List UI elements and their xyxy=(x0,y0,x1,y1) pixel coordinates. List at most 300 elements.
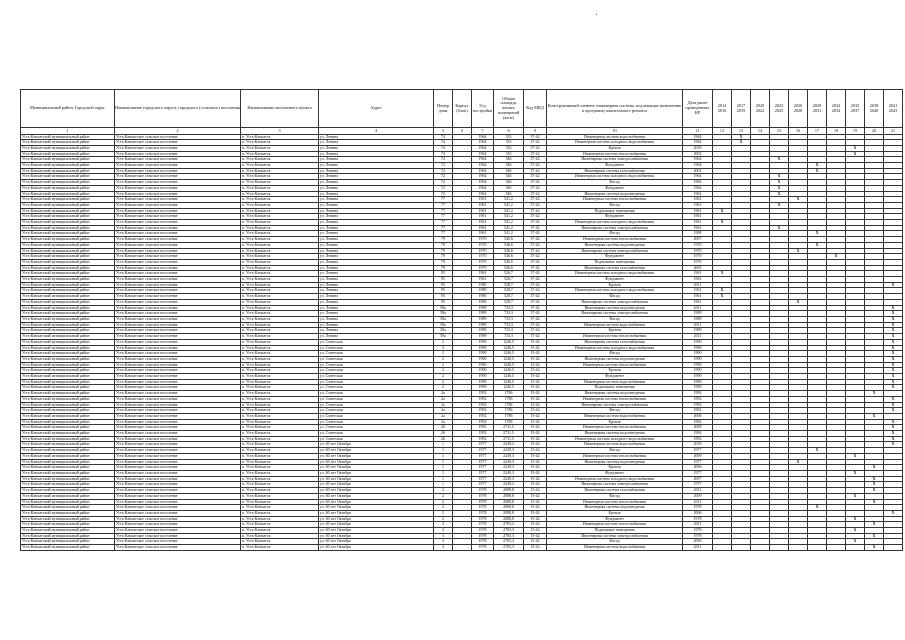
settlement-cell: Усть-Камчатское сельское поселение xyxy=(115,539,241,545)
area-cell: 546,6 xyxy=(494,265,524,271)
municipality-cell: Усть-Камчатский муниципальный район xyxy=(21,163,115,169)
period-mark-cell: X xyxy=(865,522,884,528)
year-cell: 1989 xyxy=(472,317,494,323)
period-mark-cell: X xyxy=(846,493,865,499)
period-mark-cell: X xyxy=(770,185,789,191)
year-cell: 1978 xyxy=(472,499,494,505)
house-no-cell: 26 xyxy=(434,436,453,442)
locality-cell: п. Усть-Камчатск xyxy=(241,334,319,340)
period-mark-cell xyxy=(770,545,789,551)
area-cell: 528,7 xyxy=(494,294,524,300)
year-cell: 1961 xyxy=(472,220,494,226)
period-mark-cell: X xyxy=(808,231,827,237)
year-cell: 1978 xyxy=(472,539,494,545)
street-cell: ул. 60 лет Октября xyxy=(319,499,434,505)
settlement-cell: Усть-Камчатское сельское поселение xyxy=(115,533,241,539)
municipality-cell: Усть-Камчатский муниципальный район xyxy=(21,436,115,442)
house-no-cell: 74 xyxy=(434,134,453,140)
settlement-cell: Усть-Камчатское сельское поселение xyxy=(115,448,241,454)
settlement-cell: Усть-Камчатское сельское поселение xyxy=(115,225,241,231)
mkd-code-cell: 37-42 xyxy=(524,294,547,300)
period-mark-cell xyxy=(732,545,751,551)
settlement-cell: Усть-Камчатское сельское поселение xyxy=(115,231,241,237)
locality-cell: п. Усть-Камчатск xyxy=(241,419,319,425)
street-cell: ул. Ленина xyxy=(319,202,434,208)
last-repair-cell: 1992 xyxy=(683,431,713,437)
period-mark-cell: X xyxy=(884,328,903,334)
last-repair-cell: 2010 xyxy=(683,442,713,448)
municipality-cell: Усть-Камчатский муниципальный район xyxy=(21,265,115,271)
settlement-cell: Усть-Камчатское сельское поселение xyxy=(115,499,241,505)
street-cell: ул. Ленина xyxy=(319,157,434,163)
work-type-cell: Инженерная система электроснабжения xyxy=(547,157,683,163)
street-cell: ул. 60 лет Октября xyxy=(319,465,434,471)
mkd-code-cell: 15-42 xyxy=(524,522,547,528)
settlement-cell: Усть-Камчатское сельское поселение xyxy=(115,476,241,482)
house-no-cell: 77 xyxy=(434,220,453,226)
settlement-cell: Усть-Камчатское сельское поселение xyxy=(115,419,241,425)
col-house-no: Номер дома xyxy=(434,90,453,128)
street-cell: ул. Ленина xyxy=(319,271,434,277)
mkd-code-cell: 15-42 xyxy=(524,436,547,442)
house-no-cell: 2 xyxy=(434,345,453,351)
col-number: 19 xyxy=(846,128,865,135)
municipality-cell: Усть-Камчатский муниципальный район xyxy=(21,431,115,437)
period-mark-cell: X xyxy=(884,334,903,340)
mkd-code-cell: 15-42 xyxy=(524,396,547,402)
municipality-cell: Усть-Камчатский муниципальный район xyxy=(21,214,115,220)
house-no-cell: 77 xyxy=(434,202,453,208)
house-no-cell: 58а xyxy=(434,317,453,323)
street-cell: ул. Советская xyxy=(319,345,434,351)
area-cell: 528,7 xyxy=(494,299,524,305)
period-mark-cell: X xyxy=(846,516,865,522)
year-cell: 1992 xyxy=(472,431,494,437)
period-mark-cell xyxy=(846,545,865,551)
last-repair-cell: 1977 xyxy=(683,459,713,465)
locality-cell: п. Усть-Камчатск xyxy=(241,277,319,283)
house-no-cell: 1 xyxy=(434,448,453,454)
settlement-cell: Усть-Камчатское сельское поселение xyxy=(115,145,241,151)
mkd-code-cell: 37-42 xyxy=(524,237,547,243)
work-type-cell: Инженерная система электроснабжения xyxy=(547,225,683,231)
work-type-cell: Кровля xyxy=(547,145,683,151)
mkd-code-cell: 15-42 xyxy=(524,374,547,380)
settlement-cell: Усть-Камчатское сельское поселение xyxy=(115,248,241,254)
area-cell: 1246,5 xyxy=(494,339,524,345)
period-mark-cell: X xyxy=(884,317,903,323)
street-cell: ул. Ленина xyxy=(319,231,434,237)
work-type-cell: Фундамент xyxy=(547,214,683,220)
street-cell: ул. Ленина xyxy=(319,163,434,169)
work-type-cell: Инженерная система водоотведения xyxy=(547,505,683,511)
area-cell: 2088,8 xyxy=(494,493,524,499)
municipality-cell: Усть-Камчатский муниципальный район xyxy=(21,180,115,186)
street-cell: ул. Ленина xyxy=(319,208,434,214)
settlement-cell: Усть-Камчатское сельское поселение xyxy=(115,202,241,208)
last-repair-cell: 1989 xyxy=(683,328,713,334)
settlement-cell: Усть-Камчатское сельское поселение xyxy=(115,237,241,243)
period-mark-cell xyxy=(713,545,732,551)
area-cell: 528,7 xyxy=(494,282,524,288)
area-cell: 2249,3 xyxy=(494,470,524,476)
house-no-cell: 58а xyxy=(434,311,453,317)
mkd-code-cell: 37-42 xyxy=(524,151,547,157)
area-cell: 733,3 xyxy=(494,322,524,328)
last-repair-cell: 1970 xyxy=(683,242,713,248)
period-mark-cell: X xyxy=(884,431,903,437)
area-cell: 1786 xyxy=(494,408,524,414)
area-cell: 546 xyxy=(494,163,524,169)
settlement-cell: Усть-Камчатское сельское поселение xyxy=(115,317,241,323)
municipality-cell: Усть-Камчатский муниципальный район xyxy=(21,459,115,465)
locality-cell: п. Усть-Камчатск xyxy=(241,185,319,191)
work-type-cell: Подвальные помещения xyxy=(547,208,683,214)
house-no-cell: 74 xyxy=(434,151,453,157)
street-cell: ул. 60 лет Октября xyxy=(319,470,434,476)
street-cell: ул. Ленина xyxy=(319,248,434,254)
locality-cell: п. Усть-Камчатск xyxy=(241,482,319,488)
work-type-cell: Инженерная система холодного водоснабжения xyxy=(547,288,683,294)
last-repair-cell: 2007 xyxy=(683,476,713,482)
work-type-cell: Инженерная система электроснабжения xyxy=(547,299,683,305)
period-mark-cell: X xyxy=(865,499,884,505)
settlement-cell: Усть-Камчатское сельское поселение xyxy=(115,163,241,169)
settlement-cell: Усть-Камчатское сельское поселение xyxy=(115,191,241,197)
street-cell: ул. Советская xyxy=(319,362,434,368)
locality-cell: п. Усть-Камчатск xyxy=(241,510,319,516)
locality-cell: п. Усть-Камчатск xyxy=(241,151,319,157)
mkd-code-cell: 15-42 xyxy=(524,362,547,368)
mkd-code-cell: 37-42 xyxy=(524,254,547,260)
street-cell: ул. Советская xyxy=(319,436,434,442)
year-cell: 1989 xyxy=(472,334,494,340)
year-cell: 1992 xyxy=(472,413,494,419)
locality-cell: п. Усть-Камчатск xyxy=(241,140,319,146)
house-no-cell: 77 xyxy=(434,231,453,237)
settlement-cell: Усть-Камчатское сельское поселение xyxy=(115,288,241,294)
period-mark-cell: X xyxy=(732,134,751,140)
year-cell: 1990 xyxy=(472,356,494,362)
locality-cell: п. Усть-Камчатск xyxy=(241,322,319,328)
year-cell: 1980 xyxy=(472,299,494,305)
year-cell: 1980 xyxy=(472,282,494,288)
area-cell: 546 xyxy=(494,174,524,180)
locality-cell: п. Усть-Камчатск xyxy=(241,522,319,528)
col-period: 2041 2043 xyxy=(884,90,903,128)
municipality-cell: Усть-Камчатский муниципальный район xyxy=(21,174,115,180)
mkd-code-cell: 37-42 xyxy=(524,248,547,254)
last-repair-cell: 1990 xyxy=(683,351,713,357)
house-no-cell: 2а xyxy=(434,396,453,402)
period-mark-cell: X xyxy=(865,533,884,539)
street-cell: ул. 60 лет Октября xyxy=(319,448,434,454)
mkd-code-cell: 37-42 xyxy=(524,242,547,248)
municipality-cell: Усть-Камчатский муниципальный район xyxy=(21,311,115,317)
locality-cell: п. Усть-Камчатск xyxy=(241,431,319,437)
municipality-cell: Усть-Камчатский муниципальный район xyxy=(21,197,115,203)
area-cell: 546 xyxy=(494,185,524,191)
area-cell: 333 xyxy=(494,140,524,146)
area-cell: 2783,3 xyxy=(494,539,524,545)
locality-cell: п. Усть-Камчатск xyxy=(241,379,319,385)
year-cell: 1964 xyxy=(472,191,494,197)
street-cell: ул. 60 лет Октября xyxy=(319,493,434,499)
mkd-code-cell: 37-42 xyxy=(524,174,547,180)
municipality-cell: Усть-Камчатский муниципальный район xyxy=(21,522,115,528)
settlement-cell: Усть-Камчатское сельское поселение xyxy=(115,402,241,408)
col-number: 6 xyxy=(453,128,472,135)
area-cell: 1246,5 xyxy=(494,368,524,374)
area-cell: 2731,5 xyxy=(494,431,524,437)
locality-cell: п. Усть-Камчатск xyxy=(241,208,319,214)
work-type-cell: Фундамент xyxy=(547,516,683,522)
locality-cell: п. Усть-Камчатск xyxy=(241,248,319,254)
locality-cell: п. Усть-Камчатск xyxy=(241,197,319,203)
settlement-cell: Усть-Камчатское сельское поселение xyxy=(115,334,241,340)
last-repair-cell: 1990 xyxy=(683,379,713,385)
municipality-cell: Усть-Камчатский муниципальный район xyxy=(21,396,115,402)
work-type-cell: Фундамент xyxy=(547,185,683,191)
house-no-cell: 79 xyxy=(434,237,453,243)
house-no-cell: 2 xyxy=(434,379,453,385)
municipality-cell: Усть-Камчатский муниципальный район xyxy=(21,442,115,448)
period-mark-cell: X xyxy=(884,305,903,311)
house-no-cell: 26 xyxy=(434,431,453,437)
mkd-code-cell: 15-42 xyxy=(524,419,547,425)
house-no-cell: 2 xyxy=(434,488,453,494)
last-repair-cell: 1964 xyxy=(683,140,713,146)
scan-speck xyxy=(596,14,597,15)
work-type-cell: Инженерная система водоснабжения xyxy=(547,379,683,385)
year-cell: 1977 xyxy=(472,476,494,482)
col-address: Адрес xyxy=(319,90,434,128)
mkd-code-cell: 15-42 xyxy=(524,499,547,505)
period-mark-cell: X xyxy=(713,294,732,300)
house-no-cell: 79 xyxy=(434,242,453,248)
locality-cell: п. Усть-Камчатск xyxy=(241,237,319,243)
work-type-cell: Подвальные помещения xyxy=(547,385,683,391)
last-repair-cell: 1978 xyxy=(683,505,713,511)
work-type-cell: Фасад xyxy=(547,180,683,186)
locality-cell: п. Усть-Камчатск xyxy=(241,368,319,374)
locality-cell: п. Усть-Камчатск xyxy=(241,425,319,431)
mkd-code-cell: 15-42 xyxy=(524,539,547,545)
locality-cell: п. Усть-Камчатск xyxy=(241,545,319,551)
municipality-cell: Усть-Камчатский муниципальный район xyxy=(21,322,115,328)
col-number: 8 xyxy=(494,128,524,135)
settlement-cell: Усть-Камчатское сельское поселение xyxy=(115,294,241,300)
municipality-cell: Усть-Камчатский муниципальный район xyxy=(21,453,115,459)
year-cell: 1989 xyxy=(472,305,494,311)
municipality-cell: Усть-Камчатский муниципальный район xyxy=(21,505,115,511)
house-no-cell: 95 xyxy=(434,294,453,300)
locality-cell: п. Усть-Камчатск xyxy=(241,294,319,300)
locality-cell: п. Усть-Камчатск xyxy=(241,351,319,357)
street-cell: ул. Советская xyxy=(319,431,434,437)
settlement-cell: Усть-Камчатское сельское поселение xyxy=(115,282,241,288)
area-cell: 1786 xyxy=(494,391,524,397)
mkd-code-cell: 15-42 xyxy=(524,533,547,539)
year-cell: 1964 xyxy=(472,151,494,157)
mkd-code-cell: 15-42 xyxy=(524,351,547,357)
street-cell: ул. Ленина xyxy=(319,180,434,186)
municipality-cell: Усть-Камчатский муниципальный район xyxy=(21,294,115,300)
col-year: Год постройки xyxy=(472,90,494,128)
year-cell: 1978 xyxy=(472,488,494,494)
year-cell: 1990 xyxy=(472,362,494,368)
mkd-code-cell: 15-42 xyxy=(524,385,547,391)
street-cell: ул. Советская xyxy=(319,419,434,425)
municipality-cell: Усть-Камчатский муниципальный район xyxy=(21,151,115,157)
house-no-cell: 2а xyxy=(434,408,453,414)
house-no-cell: 95 xyxy=(434,271,453,277)
work-type-cell: Инженерная система водоотведения xyxy=(547,391,683,397)
work-type-cell: Инженерная система водоотведения xyxy=(547,356,683,362)
street-cell: ул. Советская xyxy=(319,351,434,357)
settlement-cell: Усть-Камчатское сельское поселение xyxy=(115,185,241,191)
mkd-code-cell: 37-42 xyxy=(524,288,547,294)
area-cell: 2731,5 xyxy=(494,436,524,442)
col-period: 2014 2016 xyxy=(713,90,732,128)
locality-cell: п. Усть-Камчатск xyxy=(241,345,319,351)
area-cell: 2783,3 xyxy=(494,522,524,528)
year-cell: 1964 xyxy=(472,157,494,163)
street-cell: ул. Ленина xyxy=(319,225,434,231)
mkd-code-cell: 37-42 xyxy=(524,145,547,151)
municipality-cell: Усть-Камчатский муниципальный район xyxy=(21,225,115,231)
last-repair-cell: 2011 xyxy=(683,334,713,340)
locality-cell: п. Усть-Камчатск xyxy=(241,391,319,397)
period-mark-cell: X xyxy=(884,368,903,374)
street-cell: ул. Ленина xyxy=(319,185,434,191)
municipality-cell: Усть-Камчатский муниципальный район xyxy=(21,539,115,545)
municipality-cell: Усть-Камчатский муниципальный район xyxy=(21,448,115,454)
work-type-cell: Инженерная система холодного водоснабжения xyxy=(547,476,683,482)
col-number: 10 xyxy=(547,128,683,135)
area-cell: 2249,3 xyxy=(494,476,524,482)
period-mark-cell: X xyxy=(884,351,903,357)
period-mark-cell: X xyxy=(884,385,903,391)
municipality-cell: Усть-Камчатский муниципальный район xyxy=(21,259,115,265)
street-cell: ул. Ленина xyxy=(319,311,434,317)
mkd-code-cell: 15-42 xyxy=(524,510,547,516)
house-no-cell: 2а xyxy=(434,402,453,408)
municipality-cell: Усть-Камчатский муниципальный район xyxy=(21,528,115,534)
house-no-cell: 72 xyxy=(434,180,453,186)
last-repair-cell: 2007 xyxy=(683,237,713,243)
street-cell: ул. Ленина xyxy=(319,317,434,323)
mkd-code-cell: 15-42 xyxy=(524,470,547,476)
work-type-cell: Фасад xyxy=(547,448,683,454)
year-cell: 1964 xyxy=(472,168,494,174)
house-no-cell: 1 xyxy=(434,465,453,471)
locality-cell: п. Усть-Камчатск xyxy=(241,145,319,151)
locality-cell: п. Усть-Камчатск xyxy=(241,533,319,539)
work-type-cell: Инженерная система холодного водоснабжения xyxy=(547,220,683,226)
mkd-code-cell: 37-42 xyxy=(524,311,547,317)
col-period: 2017 2019 xyxy=(732,90,751,128)
area-cell: 2088,8 xyxy=(494,505,524,511)
year-cell: 1992 xyxy=(472,425,494,431)
mkd-code-cell: 15-42 xyxy=(524,339,547,345)
municipality-cell: Усть-Камчатский муниципальный район xyxy=(21,368,115,374)
house-no-cell: 74 xyxy=(434,145,453,151)
municipality-cell: Усть-Камчатский муниципальный район xyxy=(21,391,115,397)
locality-cell: п. Усть-Камчатск xyxy=(241,459,319,465)
year-cell: 1964 xyxy=(472,145,494,151)
work-type-cell: Фундамент xyxy=(547,470,683,476)
year-cell: 1992 xyxy=(472,391,494,397)
house-no-cell: 3 xyxy=(434,545,453,551)
street-cell: ул. Советская xyxy=(319,408,434,414)
area-cell: 546 xyxy=(494,180,524,186)
mkd-code-cell: 37-42 xyxy=(524,197,547,203)
period-mark-cell xyxy=(789,545,808,551)
col-number: 15 xyxy=(770,128,789,135)
settlement-cell: Усть-Камчатское сельское поселение xyxy=(115,493,241,499)
municipality-cell: Усть-Камчатский муниципальный район xyxy=(21,425,115,431)
municipality-cell: Усть-Камчатский муниципальный район xyxy=(21,470,115,476)
year-cell: 1977 xyxy=(472,470,494,476)
work-type-cell: Инженерная система водоснабжения xyxy=(547,134,683,140)
last-repair-cell: 1961 xyxy=(683,225,713,231)
last-repair-cell: 1978 xyxy=(683,528,713,534)
street-cell: ул. 60 лет Октября xyxy=(319,459,434,465)
year-cell: 1978 xyxy=(472,528,494,534)
settlement-cell: Усть-Камчатское сельское поселение xyxy=(115,140,241,146)
work-type-cell: Инженерная система теплоснабжения xyxy=(547,522,683,528)
work-type-cell: Фасад xyxy=(547,231,683,237)
last-repair-cell: 2009 xyxy=(683,453,713,459)
period-mark-cell: X xyxy=(884,356,903,362)
house-no-cell: 26 xyxy=(434,425,453,431)
house-no-cell: 3 xyxy=(434,522,453,528)
period-mark-cell: X xyxy=(865,413,884,419)
settlement-cell: Усть-Камчатское сельское поселение xyxy=(115,220,241,226)
area-cell: 541,2 xyxy=(494,202,524,208)
street-cell: ул. Советская xyxy=(319,385,434,391)
work-type-cell: Инженерная система водоотведения xyxy=(547,459,683,465)
locality-cell: п. Усть-Камчатск xyxy=(241,254,319,260)
street-cell: ул. 60 лет Октября xyxy=(319,482,434,488)
municipality-cell: Усть-Камчатский муниципальный район xyxy=(21,237,115,243)
col-municipality: Муниципальный район, Городской округ xyxy=(21,90,115,128)
house-no-cell: 2 xyxy=(434,516,453,522)
area-cell: 1786 xyxy=(494,419,524,425)
col-building: Корпус (блок) xyxy=(453,90,472,128)
period-mark-cell: X xyxy=(808,163,827,169)
settlement-cell: Усть-Камчатское сельское поселение xyxy=(115,151,241,157)
col-number: 18 xyxy=(827,128,846,135)
work-type-cell: Инженерная система газоснабжения xyxy=(547,168,683,174)
area-cell: 1786 xyxy=(494,413,524,419)
settlement-cell: Усть-Камчатское сельское поселение xyxy=(115,311,241,317)
street-cell: ул. Ленина xyxy=(319,197,434,203)
last-repair-cell: 1998 xyxy=(683,231,713,237)
municipality-cell: Усть-Камчатский муниципальный район xyxy=(21,345,115,351)
municipality-cell: Усть-Камчатский муниципальный район xyxy=(21,288,115,294)
municipality-cell: Усть-Камчатский муниципальный район xyxy=(21,277,115,283)
last-repair-cell: 1992 xyxy=(683,402,713,408)
period-mark-cell: X xyxy=(846,151,865,157)
municipality-cell: Усть-Камчатский муниципальный район xyxy=(21,493,115,499)
header-row xyxy=(21,90,903,128)
street-cell: ул. Советская xyxy=(319,374,434,380)
period-mark-cell: X xyxy=(884,379,903,385)
street-cell: ул. Советская xyxy=(319,368,434,374)
last-repair-cell: 1977 xyxy=(683,470,713,476)
